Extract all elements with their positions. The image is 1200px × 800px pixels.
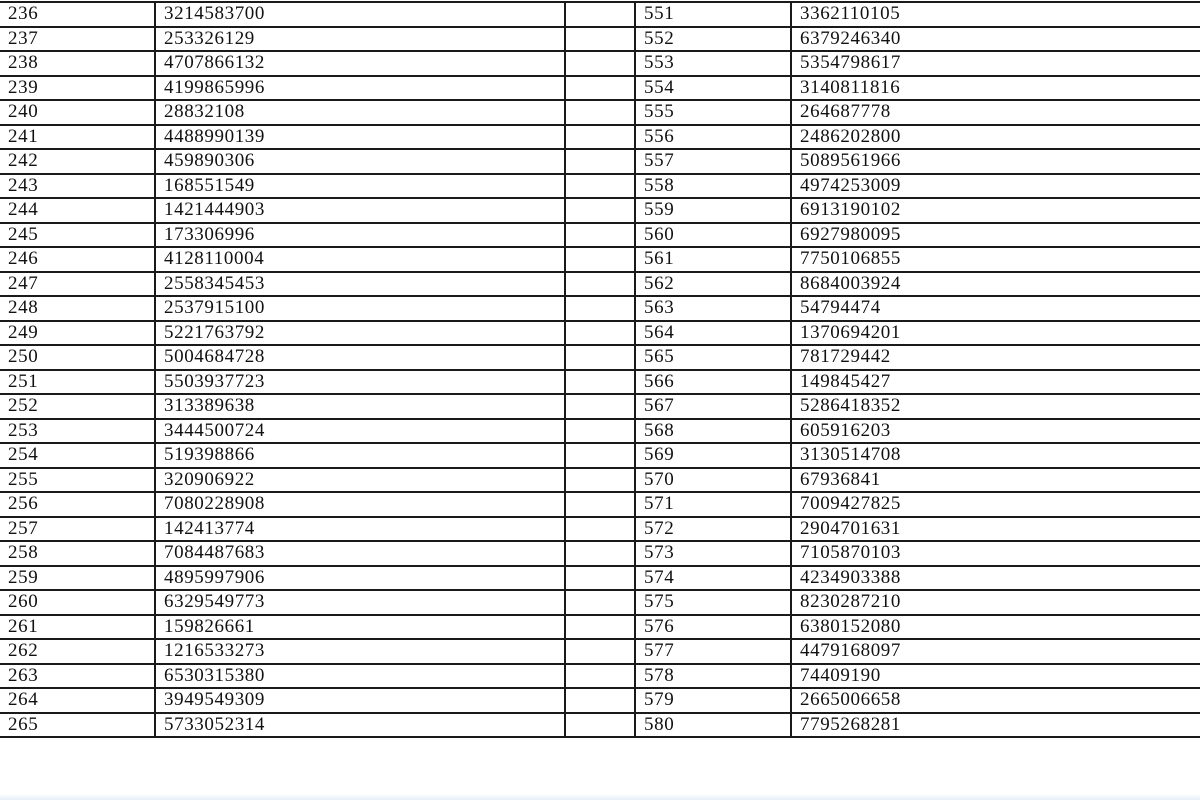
left-number-cell: 238	[0, 51, 155, 76]
spacer-cell	[565, 198, 635, 223]
table-row	[0, 76, 1200, 101]
left-number-cell: 262	[0, 639, 155, 664]
left-value-cell: 5733052314	[155, 713, 565, 738]
table-row	[0, 149, 1200, 174]
right-number-cell: 579	[635, 688, 791, 713]
left-value-cell: 3214583700	[155, 2, 565, 27]
spacer-cell	[565, 76, 635, 101]
left-number-cell: 236	[0, 2, 155, 27]
left-number-cell: 263	[0, 664, 155, 689]
left-number-cell: 247	[0, 272, 155, 297]
left-number-cell: 261	[0, 615, 155, 640]
table-row	[0, 517, 1200, 542]
table-row	[0, 688, 1200, 713]
table-row	[0, 370, 1200, 395]
spacer-cell	[565, 468, 635, 493]
left-value-cell: 4707866132	[155, 51, 565, 76]
right-value-cell: 1370694201	[791, 321, 1200, 346]
spacer-cell	[565, 27, 635, 52]
right-number-cell: 557	[635, 149, 791, 174]
table-row	[0, 247, 1200, 272]
table-row	[0, 2, 1200, 27]
right-value-cell: 6913190102	[791, 198, 1200, 223]
spacer-cell	[565, 125, 635, 150]
left-value-cell: 7084487683	[155, 541, 565, 566]
right-number-cell: 554	[635, 76, 791, 101]
spacer-cell	[565, 394, 635, 419]
left-value-cell: 5221763792	[155, 321, 565, 346]
left-number-cell: 243	[0, 174, 155, 199]
table-row	[0, 590, 1200, 615]
right-value-cell: 6380152080	[791, 615, 1200, 640]
right-number-cell: 560	[635, 223, 791, 248]
page-bottom-edge	[0, 794, 1200, 800]
right-value-cell: 5354798617	[791, 51, 1200, 76]
spacer-cell	[565, 590, 635, 615]
table-row	[0, 443, 1200, 468]
right-number-cell: 573	[635, 541, 791, 566]
spacer-cell	[565, 272, 635, 297]
left-number-cell: 256	[0, 492, 155, 517]
left-value-cell: 3444500724	[155, 419, 565, 444]
left-number-cell: 240	[0, 100, 155, 125]
right-number-cell: 566	[635, 370, 791, 395]
table-row	[0, 100, 1200, 125]
spacer-cell	[565, 443, 635, 468]
right-number-cell: 559	[635, 198, 791, 223]
left-value-cell: 2558345453	[155, 272, 565, 297]
left-number-cell: 265	[0, 713, 155, 738]
right-number-cell: 576	[635, 615, 791, 640]
spacer-cell	[565, 296, 635, 321]
right-value-cell: 3140811816	[791, 76, 1200, 101]
spacer-cell	[565, 223, 635, 248]
right-value-cell: 7750106855	[791, 247, 1200, 272]
table-row	[0, 419, 1200, 444]
right-number-cell: 553	[635, 51, 791, 76]
left-value-cell: 6329549773	[155, 590, 565, 615]
table-row	[0, 272, 1200, 297]
left-number-cell: 245	[0, 223, 155, 248]
spacer-cell	[565, 615, 635, 640]
spacer-cell	[565, 321, 635, 346]
spacer-cell	[565, 664, 635, 689]
left-number-cell: 253	[0, 419, 155, 444]
left-value-cell: 519398866	[155, 443, 565, 468]
left-number-cell: 244	[0, 198, 155, 223]
left-number-cell: 242	[0, 149, 155, 174]
left-value-cell: 2537915100	[155, 296, 565, 321]
right-number-cell: 551	[635, 2, 791, 27]
right-number-cell: 570	[635, 468, 791, 493]
left-value-cell: 7080228908	[155, 492, 565, 517]
right-value-cell: 8230287210	[791, 590, 1200, 615]
right-value-cell: 6927980095	[791, 223, 1200, 248]
spacer-cell	[565, 517, 635, 542]
left-value-cell: 253326129	[155, 27, 565, 52]
left-number-cell: 248	[0, 296, 155, 321]
spacer-cell	[565, 174, 635, 199]
table-row	[0, 345, 1200, 370]
left-number-cell: 257	[0, 517, 155, 542]
table-row	[0, 27, 1200, 52]
spacer-cell	[565, 639, 635, 664]
right-value-cell: 4974253009	[791, 174, 1200, 199]
right-number-cell: 574	[635, 566, 791, 591]
left-value-cell: 320906922	[155, 468, 565, 493]
right-value-cell: 605916203	[791, 419, 1200, 444]
table-row	[0, 51, 1200, 76]
right-number-cell: 552	[635, 27, 791, 52]
spacer-cell	[565, 688, 635, 713]
left-value-cell: 1216533273	[155, 639, 565, 664]
spacer-cell	[565, 370, 635, 395]
left-value-cell: 159826661	[155, 615, 565, 640]
left-number-cell: 249	[0, 321, 155, 346]
right-number-cell: 565	[635, 345, 791, 370]
right-value-cell: 264687778	[791, 100, 1200, 125]
left-value-cell: 5503937723	[155, 370, 565, 395]
left-value-cell: 5004684728	[155, 345, 565, 370]
right-number-cell: 562	[635, 272, 791, 297]
right-number-cell: 555	[635, 100, 791, 125]
table-row	[0, 639, 1200, 664]
left-number-cell: 237	[0, 27, 155, 52]
left-value-cell: 3949549309	[155, 688, 565, 713]
right-value-cell: 67936841	[791, 468, 1200, 493]
right-value-cell: 8684003924	[791, 272, 1200, 297]
right-value-cell: 7795268281	[791, 713, 1200, 738]
left-number-cell: 254	[0, 443, 155, 468]
spacer-cell	[565, 2, 635, 27]
right-value-cell: 7105870103	[791, 541, 1200, 566]
left-number-cell: 258	[0, 541, 155, 566]
number-table	[0, 1, 1200, 738]
right-number-cell: 567	[635, 394, 791, 419]
table-row	[0, 713, 1200, 738]
left-number-cell: 259	[0, 566, 155, 591]
right-number-cell: 561	[635, 247, 791, 272]
left-value-cell: 4128110004	[155, 247, 565, 272]
left-number-cell: 250	[0, 345, 155, 370]
table-row	[0, 541, 1200, 566]
right-number-cell: 569	[635, 443, 791, 468]
left-value-cell: 142413774	[155, 517, 565, 542]
spacer-cell	[565, 419, 635, 444]
left-value-cell: 28832108	[155, 100, 565, 125]
right-number-cell: 575	[635, 590, 791, 615]
right-value-cell: 7009427825	[791, 492, 1200, 517]
left-value-cell: 313389638	[155, 394, 565, 419]
spacer-cell	[565, 566, 635, 591]
right-number-cell: 572	[635, 517, 791, 542]
right-value-cell: 4479168097	[791, 639, 1200, 664]
right-value-cell: 781729442	[791, 345, 1200, 370]
left-number-cell: 251	[0, 370, 155, 395]
right-value-cell: 54794474	[791, 296, 1200, 321]
table-body	[0, 2, 1200, 737]
table-row	[0, 394, 1200, 419]
right-value-cell: 3130514708	[791, 443, 1200, 468]
right-number-cell: 580	[635, 713, 791, 738]
spacer-cell	[565, 51, 635, 76]
left-number-cell: 252	[0, 394, 155, 419]
left-number-cell: 255	[0, 468, 155, 493]
table-row	[0, 492, 1200, 517]
right-value-cell: 74409190	[791, 664, 1200, 689]
left-value-cell: 173306996	[155, 223, 565, 248]
left-value-cell: 4199865996	[155, 76, 565, 101]
right-number-cell: 578	[635, 664, 791, 689]
right-number-cell: 564	[635, 321, 791, 346]
left-number-cell: 246	[0, 247, 155, 272]
right-value-cell: 3362110105	[791, 2, 1200, 27]
left-value-cell: 6530315380	[155, 664, 565, 689]
right-number-cell: 563	[635, 296, 791, 321]
table-row	[0, 125, 1200, 150]
left-number-cell: 239	[0, 76, 155, 101]
left-value-cell: 1421444903	[155, 198, 565, 223]
spacer-cell	[565, 492, 635, 517]
left-value-cell: 168551549	[155, 174, 565, 199]
right-number-cell: 558	[635, 174, 791, 199]
table-row	[0, 615, 1200, 640]
left-number-cell: 241	[0, 125, 155, 150]
right-number-cell: 571	[635, 492, 791, 517]
table-row	[0, 174, 1200, 199]
right-value-cell: 2486202800	[791, 125, 1200, 150]
right-value-cell: 2904701631	[791, 517, 1200, 542]
right-value-cell: 149845427	[791, 370, 1200, 395]
table-row	[0, 321, 1200, 346]
left-value-cell: 459890306	[155, 149, 565, 174]
right-value-cell: 6379246340	[791, 27, 1200, 52]
left-number-cell: 264	[0, 688, 155, 713]
right-number-cell: 568	[635, 419, 791, 444]
table-row	[0, 198, 1200, 223]
right-value-cell: 5286418352	[791, 394, 1200, 419]
table-row	[0, 296, 1200, 321]
spacer-cell	[565, 345, 635, 370]
spacer-cell	[565, 713, 635, 738]
spacer-cell	[565, 149, 635, 174]
right-value-cell: 5089561966	[791, 149, 1200, 174]
table-row	[0, 664, 1200, 689]
table-row	[0, 223, 1200, 248]
left-value-cell: 4488990139	[155, 125, 565, 150]
left-value-cell: 4895997906	[155, 566, 565, 591]
left-number-cell: 260	[0, 590, 155, 615]
spacer-cell	[565, 247, 635, 272]
spacer-cell	[565, 541, 635, 566]
right-number-cell: 577	[635, 639, 791, 664]
table-row	[0, 468, 1200, 493]
right-value-cell: 4234903388	[791, 566, 1200, 591]
spacer-cell	[565, 100, 635, 125]
table-row	[0, 566, 1200, 591]
right-value-cell: 2665006658	[791, 688, 1200, 713]
right-number-cell: 556	[635, 125, 791, 150]
